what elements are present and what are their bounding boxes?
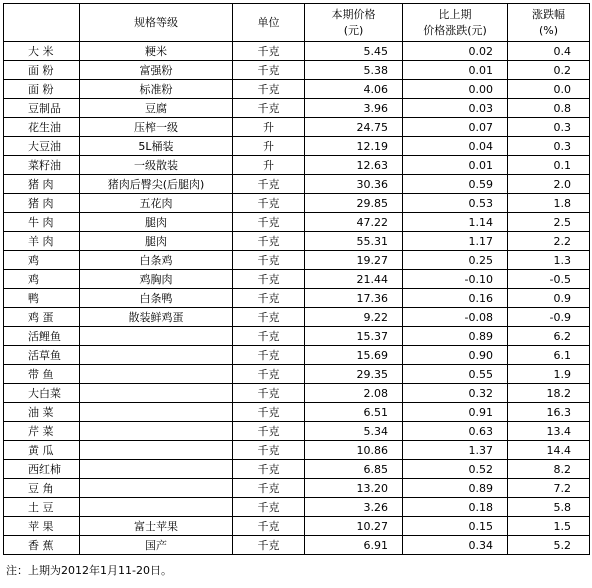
cell-name: 苹 果 — [4, 517, 80, 536]
cell-unit: 千克 — [233, 536, 305, 555]
cell-spec: 富强粉 — [80, 61, 233, 80]
cell-unit: 千克 — [233, 384, 305, 403]
cell-unit: 千克 — [233, 365, 305, 384]
cell-pct: 0.1 — [508, 156, 590, 175]
cell-spec: 腿肉 — [80, 213, 233, 232]
cell-spec: 白条鸡 — [80, 251, 233, 270]
cell-spec — [80, 441, 233, 460]
table-row — [4, 536, 590, 555]
cell-price: 55.31 — [305, 232, 403, 251]
cell-spec: 五花肉 — [80, 194, 233, 213]
table-row — [4, 441, 590, 460]
cell-unit: 千克 — [233, 441, 305, 460]
cell-pct: 1.3 — [508, 251, 590, 270]
cell-unit: 升 — [233, 137, 305, 156]
table-row — [4, 460, 590, 479]
cell-pct: 6.1 — [508, 346, 590, 365]
header-pct: 涨跌幅 (%) — [508, 4, 590, 42]
cell-pct: 5.2 — [508, 536, 590, 555]
cell-unit: 千克 — [233, 498, 305, 517]
cell-change: 0.34 — [403, 536, 508, 555]
header-row — [4, 4, 590, 42]
cell-name: 猪 肉 — [4, 194, 80, 213]
cell-price: 4.06 — [305, 80, 403, 99]
table-row — [4, 213, 590, 232]
cell-spec — [80, 327, 233, 346]
cell-unit: 千克 — [233, 479, 305, 498]
header-change: 比上期 价格涨跌(元) — [403, 4, 508, 42]
table-row — [4, 118, 590, 137]
cell-name: 土 豆 — [4, 498, 80, 517]
cell-price: 47.22 — [305, 213, 403, 232]
table-row — [4, 194, 590, 213]
cell-pct: 0.3 — [508, 137, 590, 156]
table-row — [4, 137, 590, 156]
cell-name: 鸡 — [4, 270, 80, 289]
cell-unit: 千克 — [233, 403, 305, 422]
cell-change: 0.59 — [403, 175, 508, 194]
table-row — [4, 270, 590, 289]
cell-spec — [80, 479, 233, 498]
cell-unit: 千克 — [233, 42, 305, 61]
table-row — [4, 384, 590, 403]
cell-spec: 散装鲜鸡蛋 — [80, 308, 233, 327]
cell-name: 芹 菜 — [4, 422, 80, 441]
cell-unit: 千克 — [233, 232, 305, 251]
cell-name: 鸭 — [4, 289, 80, 308]
cell-change: 1.37 — [403, 441, 508, 460]
cell-spec: 豆腐 — [80, 99, 233, 118]
cell-spec: 粳米 — [80, 42, 233, 61]
cell-change: -0.10 — [403, 270, 508, 289]
cell-unit: 千克 — [233, 213, 305, 232]
cell-change: 0.03 — [403, 99, 508, 118]
cell-price: 29.35 — [305, 365, 403, 384]
cell-pct: 0.2 — [508, 61, 590, 80]
cell-name: 大白菜 — [4, 384, 80, 403]
cell-pct: 0.4 — [508, 42, 590, 61]
cell-spec — [80, 422, 233, 441]
cell-change: 0.15 — [403, 517, 508, 536]
cell-spec — [80, 498, 233, 517]
cell-pct: 14.4 — [508, 441, 590, 460]
cell-unit: 千克 — [233, 251, 305, 270]
cell-name: 鸡 蛋 — [4, 308, 80, 327]
cell-pct: 8.2 — [508, 460, 590, 479]
cell-pct: 2.0 — [508, 175, 590, 194]
header-name — [4, 4, 80, 42]
cell-price: 10.27 — [305, 517, 403, 536]
cell-unit: 千克 — [233, 175, 305, 194]
cell-unit: 千克 — [233, 80, 305, 99]
cell-unit: 千克 — [233, 61, 305, 80]
cell-spec: 标准粉 — [80, 80, 233, 99]
cell-spec — [80, 365, 233, 384]
table-row — [4, 175, 590, 194]
cell-pct: 1.5 — [508, 517, 590, 536]
cell-spec — [80, 403, 233, 422]
table-row — [4, 232, 590, 251]
cell-price: 5.45 — [305, 42, 403, 61]
cell-pct: 5.8 — [508, 498, 590, 517]
cell-price: 17.36 — [305, 289, 403, 308]
cell-price: 6.51 — [305, 403, 403, 422]
cell-pct: 7.2 — [508, 479, 590, 498]
cell-price: 13.20 — [305, 479, 403, 498]
cell-spec: 一级散装 — [80, 156, 233, 175]
header-unit: 单位 — [233, 4, 305, 42]
table-row — [4, 251, 590, 270]
table-row — [4, 498, 590, 517]
cell-spec: 腿肉 — [80, 232, 233, 251]
cell-price: 29.85 — [305, 194, 403, 213]
cell-price: 3.96 — [305, 99, 403, 118]
table-row — [4, 156, 590, 175]
cell-unit: 升 — [233, 118, 305, 137]
cell-pct: 18.2 — [508, 384, 590, 403]
cell-name: 大 米 — [4, 42, 80, 61]
cell-pct: 1.8 — [508, 194, 590, 213]
cell-unit: 千克 — [233, 422, 305, 441]
cell-change: 0.32 — [403, 384, 508, 403]
cell-pct: 13.4 — [508, 422, 590, 441]
table-row — [4, 61, 590, 80]
cell-pct: 6.2 — [508, 327, 590, 346]
table-row — [4, 327, 590, 346]
cell-unit: 千克 — [233, 270, 305, 289]
cell-pct: 2.5 — [508, 213, 590, 232]
footnote: 注：上期为2012年1月11-20日。 — [6, 564, 172, 577]
cell-change: 0.04 — [403, 137, 508, 156]
cell-spec — [80, 460, 233, 479]
cell-name: 牛 肉 — [4, 213, 80, 232]
cell-name: 黄 瓜 — [4, 441, 80, 460]
cell-name: 面 粉 — [4, 61, 80, 80]
cell-pct: 0.3 — [508, 118, 590, 137]
cell-price: 24.75 — [305, 118, 403, 137]
cell-price: 5.34 — [305, 422, 403, 441]
cell-change: 0.91 — [403, 403, 508, 422]
cell-price: 6.91 — [305, 536, 403, 555]
cell-change: 0.01 — [403, 156, 508, 175]
cell-change: 0.63 — [403, 422, 508, 441]
cell-spec: 富士苹果 — [80, 517, 233, 536]
cell-unit: 千克 — [233, 308, 305, 327]
cell-name: 油 菜 — [4, 403, 80, 422]
cell-name: 羊 肉 — [4, 232, 80, 251]
cell-name: 带 鱼 — [4, 365, 80, 384]
cell-change: 0.02 — [403, 42, 508, 61]
cell-change: 0.89 — [403, 327, 508, 346]
table-row — [4, 517, 590, 536]
cell-price: 5.38 — [305, 61, 403, 80]
cell-name: 豆 角 — [4, 479, 80, 498]
cell-price: 9.22 — [305, 308, 403, 327]
cell-spec: 国产 — [80, 536, 233, 555]
cell-name: 花生油 — [4, 118, 80, 137]
header-price: 本期价格 (元) — [305, 4, 403, 42]
price-table — [3, 3, 590, 555]
table-row — [4, 403, 590, 422]
cell-change: 0.16 — [403, 289, 508, 308]
cell-name: 猪 肉 — [4, 175, 80, 194]
cell-pct: -0.5 — [508, 270, 590, 289]
cell-unit: 升 — [233, 156, 305, 175]
cell-change: 0.55 — [403, 365, 508, 384]
cell-name: 菜籽油 — [4, 156, 80, 175]
cell-change: 0.00 — [403, 80, 508, 99]
cell-change: 0.90 — [403, 346, 508, 365]
cell-pct: 0.9 — [508, 289, 590, 308]
cell-change: 0.07 — [403, 118, 508, 137]
cell-price: 21.44 — [305, 270, 403, 289]
cell-pct: 0.8 — [508, 99, 590, 118]
cell-pct: 0.0 — [508, 80, 590, 99]
cell-name: 活鲤鱼 — [4, 327, 80, 346]
cell-unit: 千克 — [233, 327, 305, 346]
cell-name: 鸡 — [4, 251, 80, 270]
cell-name: 西红柿 — [4, 460, 80, 479]
table-row — [4, 422, 590, 441]
cell-name: 大豆油 — [4, 137, 80, 156]
table-row — [4, 479, 590, 498]
cell-price: 19.27 — [305, 251, 403, 270]
cell-unit: 千克 — [233, 460, 305, 479]
cell-price: 30.36 — [305, 175, 403, 194]
table-row — [4, 308, 590, 327]
cell-name: 豆制品 — [4, 99, 80, 118]
cell-pct: 1.9 — [508, 365, 590, 384]
cell-spec: 猪肉后臀尖(后腿肉) — [80, 175, 233, 194]
cell-spec: 白条鸭 — [80, 289, 233, 308]
cell-price: 15.69 — [305, 346, 403, 365]
cell-price: 2.08 — [305, 384, 403, 403]
cell-price: 15.37 — [305, 327, 403, 346]
cell-price: 3.26 — [305, 498, 403, 517]
cell-change: 1.14 — [403, 213, 508, 232]
cell-name: 香 蕉 — [4, 536, 80, 555]
table-row — [4, 80, 590, 99]
cell-price: 10.86 — [305, 441, 403, 460]
cell-spec: 鸡胸肉 — [80, 270, 233, 289]
cell-unit: 千克 — [233, 194, 305, 213]
cell-change: 0.25 — [403, 251, 508, 270]
cell-name: 面 粉 — [4, 80, 80, 99]
cell-change: 0.52 — [403, 460, 508, 479]
table-row — [4, 289, 590, 308]
cell-change: 0.53 — [403, 194, 508, 213]
cell-unit: 千克 — [233, 517, 305, 536]
table-row — [4, 365, 590, 384]
cell-unit: 千克 — [233, 346, 305, 365]
cell-pct: -0.9 — [508, 308, 590, 327]
cell-unit: 千克 — [233, 99, 305, 118]
cell-change: -0.08 — [403, 308, 508, 327]
cell-price: 12.63 — [305, 156, 403, 175]
cell-change: 0.89 — [403, 479, 508, 498]
table-row — [4, 99, 590, 118]
cell-spec — [80, 384, 233, 403]
table-row — [4, 346, 590, 365]
cell-change: 0.18 — [403, 498, 508, 517]
cell-name: 活草鱼 — [4, 346, 80, 365]
table-row — [4, 42, 590, 61]
cell-change: 1.17 — [403, 232, 508, 251]
cell-spec: 5L桶装 — [80, 137, 233, 156]
cell-spec: 压榨一级 — [80, 118, 233, 137]
cell-pct: 16.3 — [508, 403, 590, 422]
cell-spec — [80, 346, 233, 365]
cell-price: 12.19 — [305, 137, 403, 156]
header-spec: 规格等级 — [80, 4, 233, 42]
cell-price: 6.85 — [305, 460, 403, 479]
cell-pct: 2.2 — [508, 232, 590, 251]
cell-change: 0.01 — [403, 61, 508, 80]
cell-unit: 千克 — [233, 289, 305, 308]
